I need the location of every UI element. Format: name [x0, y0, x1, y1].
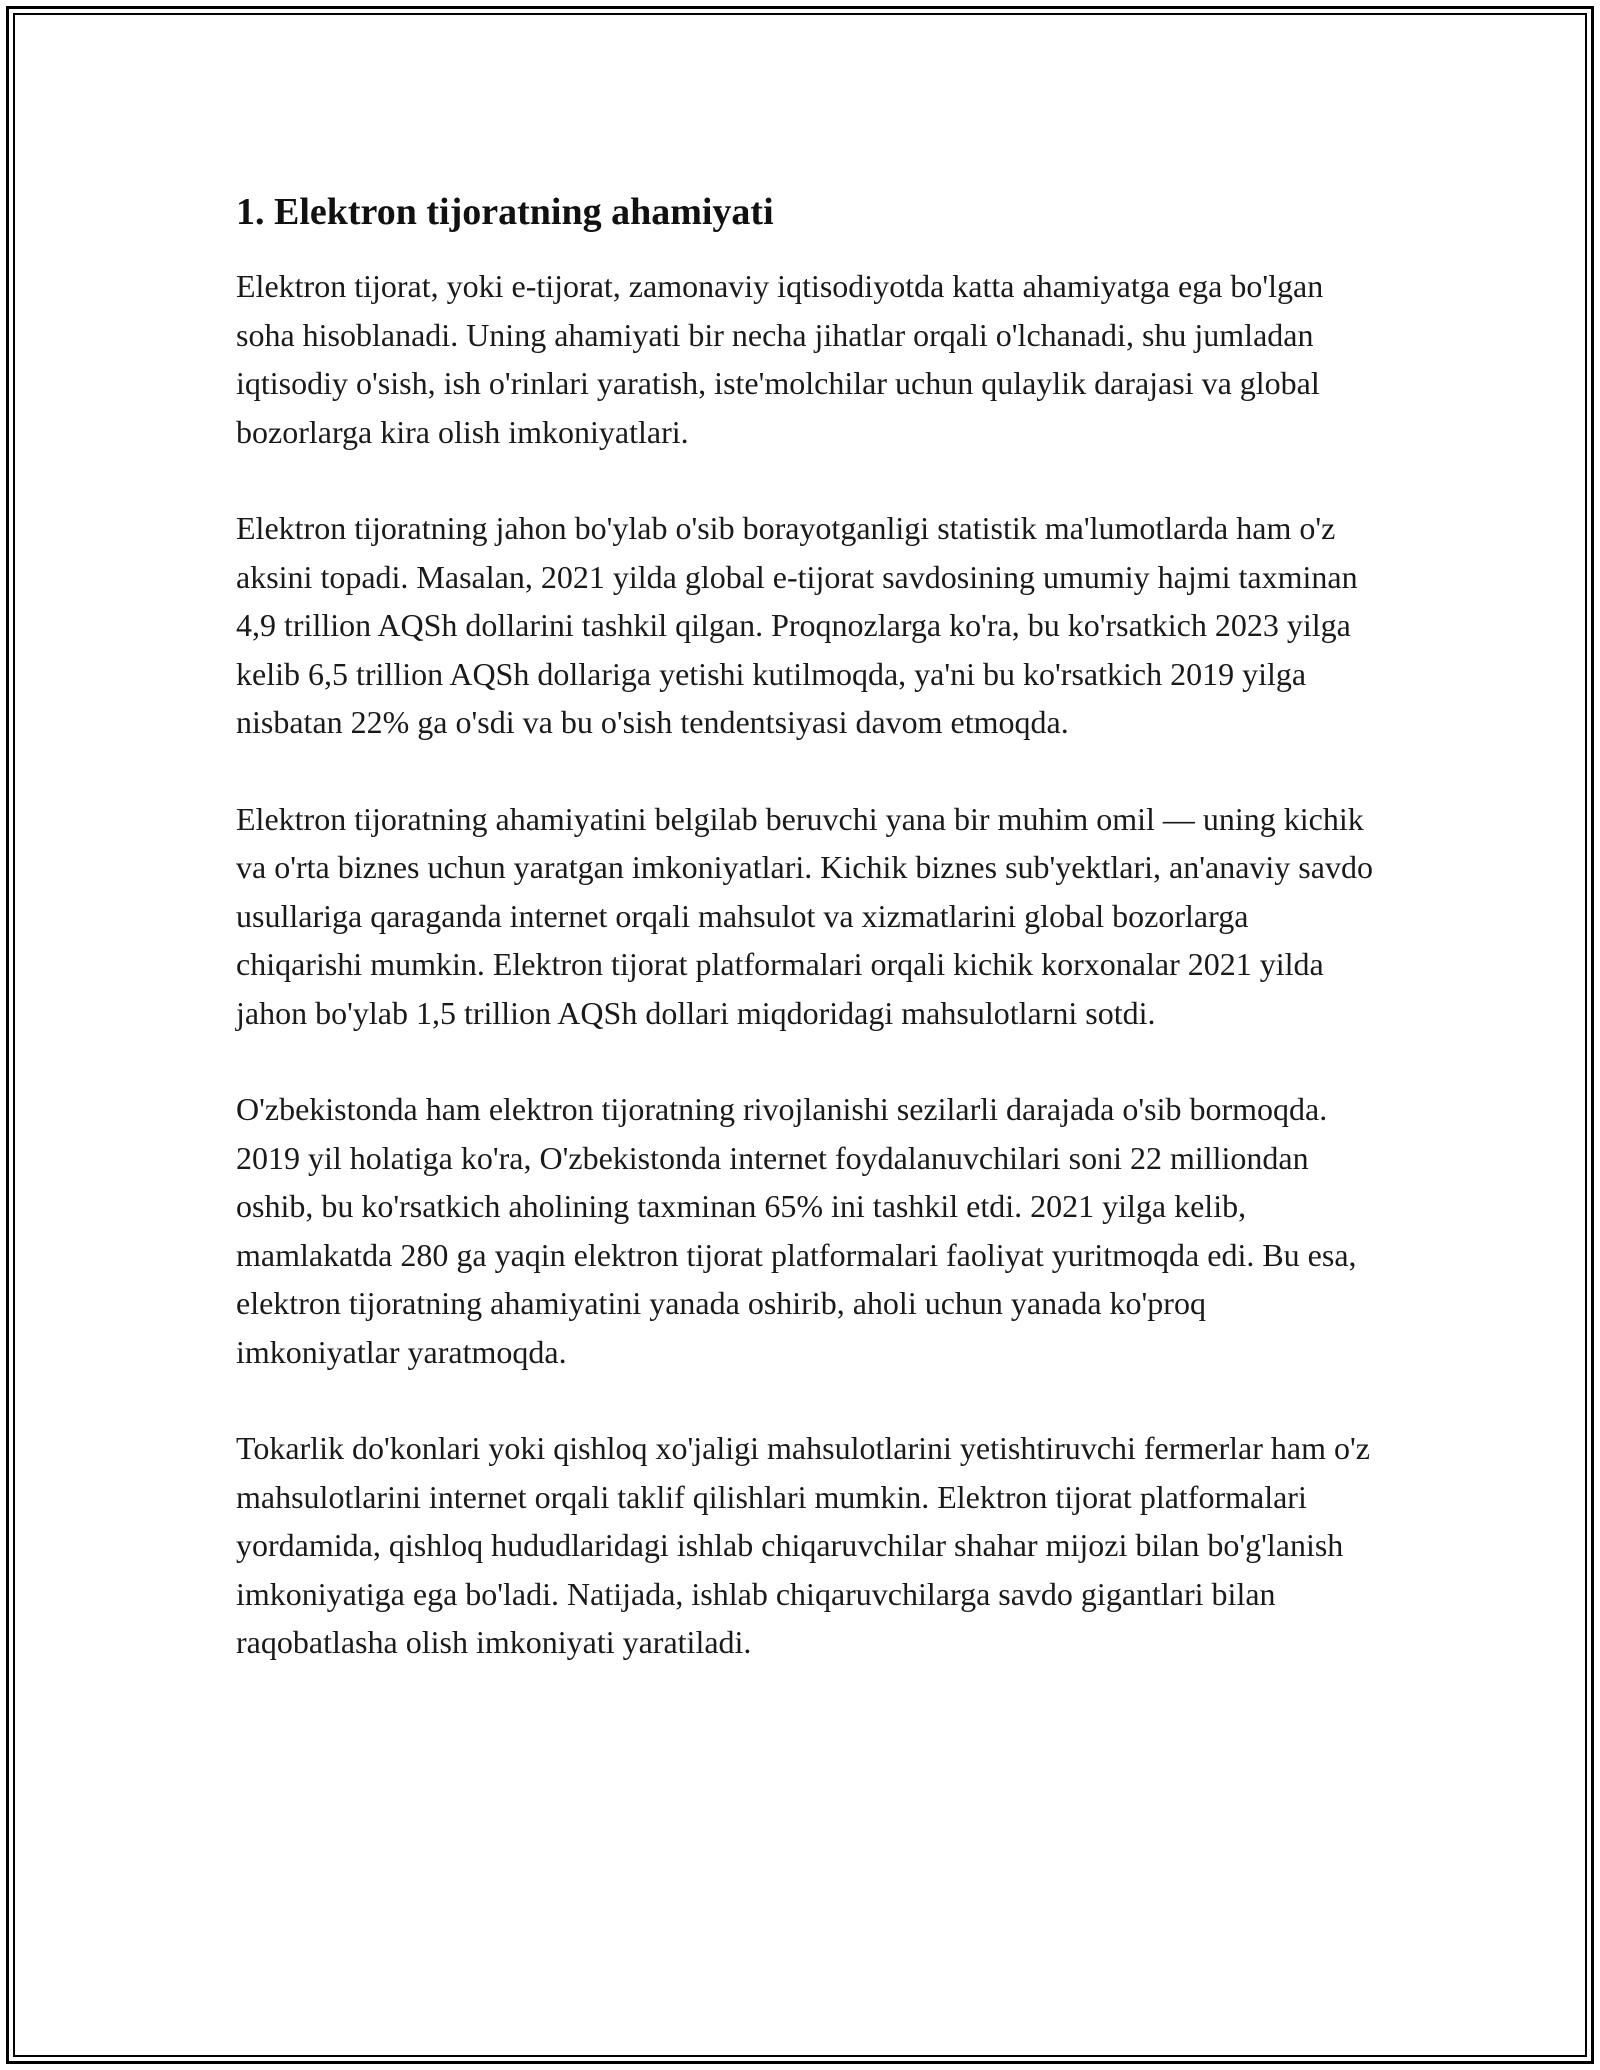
paragraph-5: Tokarlik do'konlari yoki qishloq xo'jaligi mahsulotlarini yetishtiruvchi fermerlar ham o'z mahsulotlarini internet orqali taklif qilishlari mumkin. Elektron tijorat platformalari yordamida, qishloq hududlaridagi ishlab chiqaruvchilar shahar mijozi bilan bo'g'lanish imkoniyatiga ega bo'ladi. Natijada, ishlab chiqaruvchilarga savdo gigantlari bilan raqobatlasha olish imkoniyati yaratiladi.	[236, 1430, 1370, 1660]
paragraph-1: Elektron tijorat, yoki e-tijorat, zamonaviy iqtisodiyotda katta ahamiyatga ega bo'lgan soha hisoblanadi. Uning ahamiyati bir necha jihatlar orqali o'lchanadi, shu jumladan iqtisodiy o'sish, ish o'rinlari yaratish, iste'molchilar uchun qulaylik darajasi va global bozorlarga kira olish imkoniyatlari.	[236, 268, 1324, 450]
document-body	[236, 188, 1376, 1715]
paragraph-3: Elektron tijoratning ahamiyatini belgilab beruvchi yana bir muhim omil — uning kichik va o'rta biznes uchun yaratgan imkoniyatlari. Kichik biznes sub'yektlari, an'anaviy savdo usullariga qaraganda internet orqali mahsulot va xizmatlarini global bozorlarga chiqarishi mumkin. Elektron tijorat platformalari orqali kichik korxonalar 2021 yilda jahon bo'ylab 1,5 trillion AQSh dollari miqdoridagi mahsulotlarni sotdi.	[236, 800, 1373, 1031]
section-heading: 1. Elektron tijoratning ahamiyati	[236, 191, 774, 233]
paragraph-4: O'zbekistonda ham elektron tijoratning rivojlanishi sezilarli darajada o'sib bormoqda. 2019 yil holatiga ko'ra, O'zbekistonda internet foydalanuvchilari soni 22 milliondan oshib, bu ko'rsatkich aholining taxminan 65% ini tashkil etdi. 2021 yilga kelib, mamlakatda 280 ga yaqin elektron tijorat platformalari faoliyat yuritmoqda edi. Bu esa, elektron tijoratning ahamiyatini yanada oshirib, aholi uchun yanada ko'proq imkoniyatlar yaratmoqda.	[236, 1091, 1357, 1370]
paragraph-2: Elektron tijoratning jahon bo'ylab o'sib borayotganligi statistik ma'lumotlarda ham o'z aksini topadi. Masalan, 2021 yilda global e-tijorat savdosining umumiy hajmi taxminan 4,9 trillion AQSh dollarini tashkil qilgan. Proqnozlarga ko'ra, bu ko'rsatkich 2023 yilga kelib 6,5 trillion AQSh dollariga yetishi kutilmoqda, ya'ni bu ko'rsatkich 2019 yilga nisbatan 22% ga o'sdi va bu o'sish tendentsiyasi davom etmoqda.	[236, 510, 1358, 740]
